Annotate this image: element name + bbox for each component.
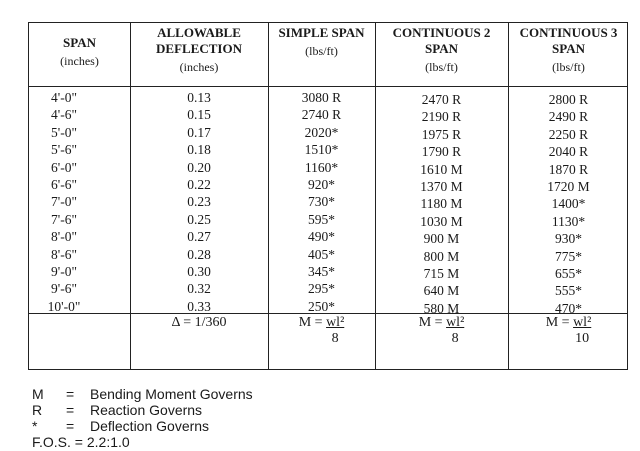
cell-deflection: 0.25	[187, 211, 211, 227]
legend-key: R	[32, 402, 43, 418]
header-title: SPAN	[63, 35, 96, 50]
cell-continuous-2-span: 1370 M	[420, 179, 463, 194]
cell-continuous-2-span: 900 M	[423, 231, 460, 247]
header-continuous-2-span	[375, 25, 508, 85]
header-title: CONTINUOUS 2 SPAN	[392, 25, 491, 56]
header-title: CONTINUOUS 3 SPAN	[519, 25, 618, 56]
cell-span: 6'-6"	[51, 177, 77, 192]
cell-continuous-2-span: 1030 M	[420, 213, 463, 229]
header-deflection	[130, 25, 268, 85]
cell-simple-span: 345*	[308, 264, 335, 279]
cell-span: 5'-6"	[51, 142, 77, 158]
continuous-3-formula	[508, 315, 629, 347]
legend-text: Bending Moment Governs	[90, 386, 253, 402]
cell-deflection: 0.27	[187, 229, 211, 245]
simple-span-formula	[268, 315, 375, 347]
formula-numerator: wl²	[326, 315, 345, 330]
cell-span: 5'-0"	[51, 124, 77, 140]
span-load-table	[28, 22, 628, 370]
legend-eq: =	[66, 386, 75, 402]
cell-continuous-2-span: 640 M	[423, 283, 460, 299]
cell-span: 9'-0"	[51, 264, 77, 279]
cell-continuous-3-span: 930*	[555, 231, 582, 247]
cell-simple-span: 250*	[308, 298, 335, 314]
legend-key: *	[32, 418, 38, 434]
cell-simple-span: 595*	[308, 211, 335, 227]
cell-continuous-3-span: 1130*	[551, 213, 586, 229]
legend-item	[32, 402, 253, 418]
factor-of-safety: F.O.S. = 2.2:1.0	[32, 434, 130, 450]
cell-simple-span: 490*	[308, 229, 335, 245]
formula-lhs: M =	[298, 315, 327, 330]
cell-simple-span: 920*	[308, 177, 335, 192]
cell-continuous-3-span: 1870 R	[548, 161, 589, 177]
cell-deflection: 0.13	[187, 90, 211, 105]
cell-continuous-3-span: 2040 R	[548, 144, 589, 160]
legend-text: Reaction Governs	[90, 402, 203, 418]
header-simple-span	[268, 25, 375, 85]
header-unit: (lbs/ft)	[552, 60, 585, 74]
cell-span: 4'-0"	[51, 90, 77, 105]
cell-deflection: 0.20	[187, 159, 211, 175]
header-unit: (lbs/ft)	[305, 44, 338, 58]
cell-deflection: 0.30	[187, 264, 211, 279]
legend-eq: =	[66, 402, 75, 418]
header-title: SIMPLE SPAN	[278, 25, 365, 40]
cell-continuous-2-span: 580 M	[423, 300, 460, 316]
formula-lhs: M =	[418, 315, 447, 330]
cell-continuous-2-span: 1790 R	[421, 144, 462, 160]
formula-denominator: 10	[575, 331, 590, 346]
cell-continuous-2-span: 1975 R	[421, 126, 462, 142]
cell-continuous-2-span: 1180 M	[420, 196, 463, 212]
cell-span: 8'-6"	[51, 246, 77, 262]
cell-deflection: 0.18	[187, 142, 211, 158]
formula-lhs: M =	[545, 315, 574, 330]
cell-continuous-3-span: 775*	[555, 248, 582, 264]
cell-continuous-2-span: 2470 R	[421, 92, 462, 107]
deflection-limit: Δ = 1/360	[171, 315, 227, 330]
cell-continuous-3-span: 2250 R	[548, 126, 589, 142]
continuous-2-formula	[375, 315, 508, 347]
header-unit: (inches)	[179, 60, 219, 74]
cell-span: 7'-0"	[51, 194, 77, 210]
legend-key: M	[32, 386, 44, 402]
cell-deflection: 0.33	[187, 298, 211, 314]
cell-continuous-3-span: 655*	[555, 266, 582, 281]
cell-deflection: 0.15	[187, 107, 211, 123]
legend-item	[32, 418, 253, 434]
formula-denominator: 8	[451, 331, 459, 346]
cell-span: 9'-6"	[51, 281, 77, 297]
formula-denominator: 8	[331, 331, 339, 346]
cell-simple-span: 295*	[308, 281, 335, 297]
header-unit: (inches)	[60, 54, 99, 68]
header-title: ALLOWABLE DEFLECTION	[156, 25, 242, 56]
legend-item	[32, 386, 253, 402]
cell-span: 8'-0"	[51, 229, 77, 245]
cell-deflection: 0.23	[187, 194, 211, 210]
cell-continuous-2-span: 1610 M	[420, 161, 463, 177]
cell-deflection: 0.17	[187, 124, 211, 140]
cell-deflection: 0.32	[187, 281, 211, 297]
cell-simple-span: 405*	[308, 246, 335, 262]
cell-span: 6'-0"	[51, 159, 77, 175]
cell-continuous-2-span: 800 M	[423, 248, 460, 264]
legend	[32, 386, 253, 450]
cell-span: 7'-6"	[51, 211, 77, 227]
header-span	[29, 25, 130, 95]
cell-continuous-2-span: 2190 R	[421, 109, 462, 125]
cell-simple-span: 2740 R	[301, 107, 342, 123]
header-unit: (lbs/ft)	[425, 60, 458, 74]
cell-simple-span: 730*	[308, 194, 335, 210]
legend-eq: =	[66, 418, 75, 434]
cell-simple-span: 1160*	[304, 159, 339, 175]
cell-span: 4'-6"	[51, 107, 77, 123]
cell-simple-span: 3080 R	[301, 90, 342, 105]
cell-continuous-2-span: 715 M	[423, 266, 460, 281]
formula-numerator: wl²	[446, 315, 465, 330]
cell-simple-span: 2020*	[304, 124, 339, 140]
cell-deflection: 0.22	[187, 177, 211, 192]
cell-continuous-3-span: 555*	[555, 283, 582, 299]
cell-deflection: 0.28	[187, 246, 211, 262]
cell-continuous-3-span: 2490 R	[548, 109, 589, 125]
cell-span: 10'-0"	[47, 298, 81, 314]
header-continuous-3-span	[508, 25, 629, 85]
legend-text: Deflection Governs	[90, 418, 210, 434]
cell-continuous-3-span: 1720 M	[547, 179, 590, 194]
formula-numerator: wl²	[573, 315, 592, 330]
cell-continuous-3-span: 1400*	[551, 196, 586, 212]
cell-continuous-3-span: 2800 R	[548, 92, 589, 107]
cell-continuous-3-span: 470*	[555, 300, 582, 316]
cell-simple-span: 1510*	[304, 142, 339, 158]
